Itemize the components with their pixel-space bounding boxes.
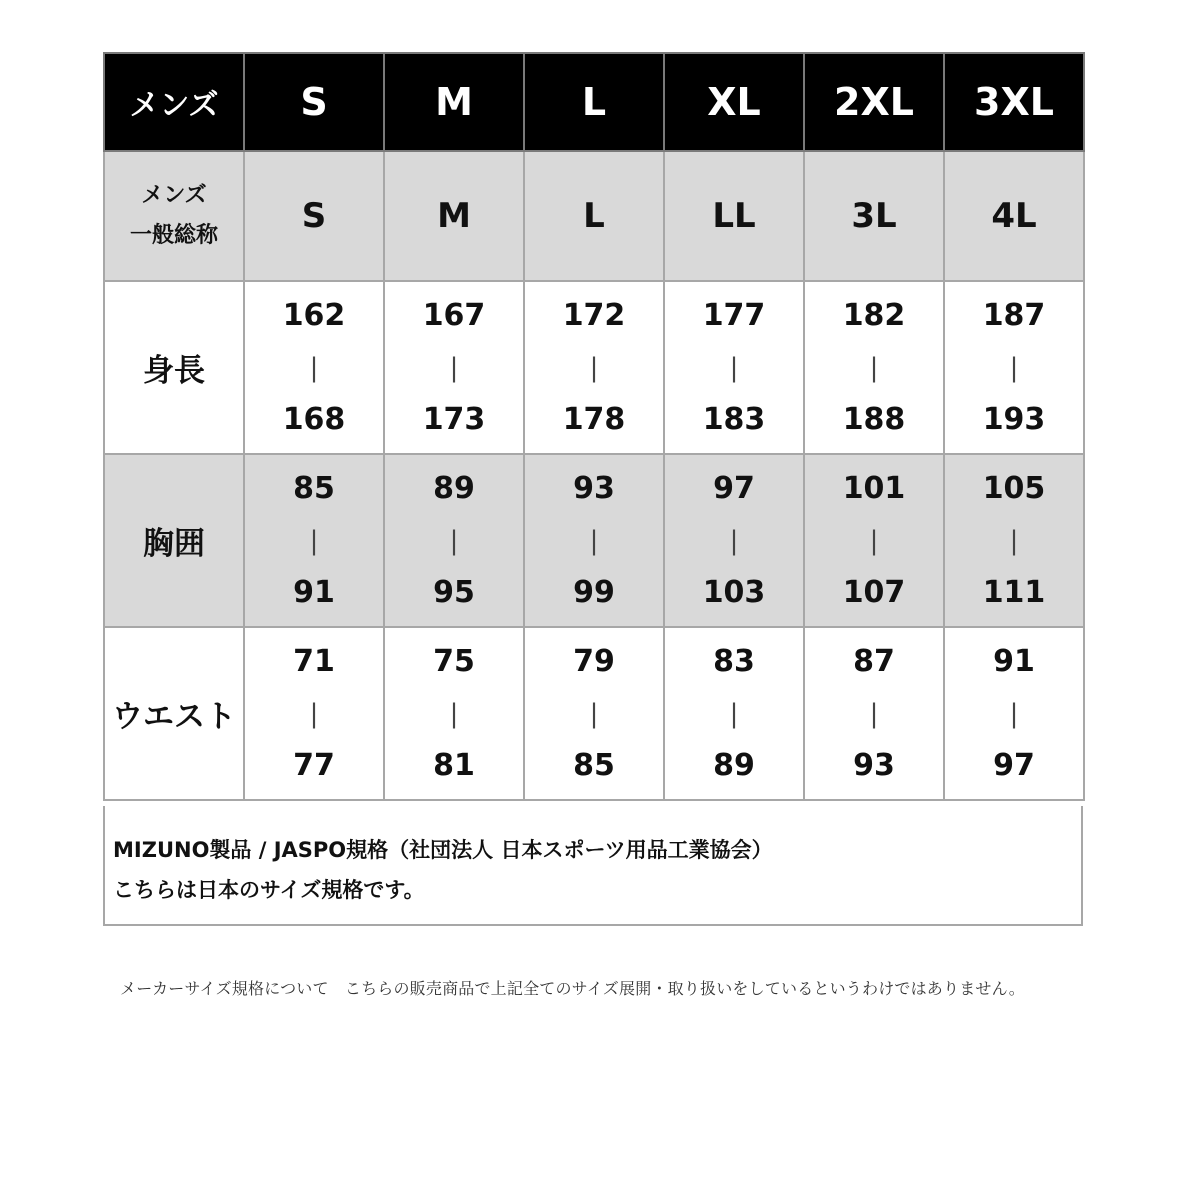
range-max: 183 <box>702 401 766 437</box>
size-header-cell: L <box>524 53 664 151</box>
range-max: 111 <box>982 574 1046 610</box>
range-max: 99 <box>573 574 615 610</box>
range-separator: | <box>589 525 599 556</box>
range-separator: | <box>589 698 599 729</box>
range-min: 177 <box>702 297 766 333</box>
range-max: 173 <box>422 401 486 437</box>
range-cell <box>244 281 384 454</box>
range-cell <box>384 454 524 627</box>
range-min: 97 <box>713 470 755 506</box>
range-separator: | <box>869 525 879 556</box>
range-min: 182 <box>842 297 906 333</box>
range-min: 79 <box>573 643 615 679</box>
size-disclaimer: メーカーサイズ規格について こちらの販売商品で上記全てのサイズ展開・取り扱いをしているというわけではありません。 <box>120 979 1025 998</box>
range-min: 105 <box>982 470 1046 506</box>
range-cell <box>804 454 944 627</box>
general-label-line1: メンズ <box>141 183 207 208</box>
range-min: 172 <box>562 297 626 333</box>
range-cell <box>524 627 664 800</box>
range-max: 188 <box>842 401 906 437</box>
range-max: 97 <box>993 747 1035 783</box>
range-separator: | <box>309 698 319 729</box>
range-max: 193 <box>982 401 1046 437</box>
range-separator: | <box>869 698 879 729</box>
range-cell <box>804 627 944 800</box>
range-max: 103 <box>702 574 766 610</box>
size-header-cell: XL <box>664 53 804 151</box>
header-label: メンズ <box>104 53 244 151</box>
range-min: 93 <box>573 470 615 506</box>
range-max: 168 <box>282 401 346 437</box>
standard-note-line1: MIZUNO製品 / JASPO規格（社団法人 日本スポーツ用品工業協会） <box>113 838 773 862</box>
size-header-row <box>104 53 1084 151</box>
height-row <box>104 281 1084 454</box>
range-max: 93 <box>853 747 895 783</box>
range-cell <box>524 281 664 454</box>
general-size-cell: LL <box>664 151 804 281</box>
range-cell <box>524 454 664 627</box>
general-size-cell: M <box>384 151 524 281</box>
general-size-cell: 3L <box>804 151 944 281</box>
size-header-cell: S <box>244 53 384 151</box>
range-cell <box>944 454 1084 627</box>
chest-row <box>104 454 1084 627</box>
size-chart-table <box>103 52 1085 801</box>
general-size-row <box>104 151 1084 281</box>
range-separator: | <box>729 698 739 729</box>
range-max: 178 <box>562 401 626 437</box>
range-min: 89 <box>433 470 475 506</box>
range-min: 75 <box>433 643 475 679</box>
range-cell <box>384 627 524 800</box>
range-separator: | <box>869 352 879 383</box>
range-separator: | <box>729 352 739 383</box>
range-max: 85 <box>573 747 615 783</box>
standard-note-box <box>103 806 1083 926</box>
range-separator: | <box>589 352 599 383</box>
size-header-cell: 2XL <box>804 53 944 151</box>
range-min: 87 <box>853 643 895 679</box>
range-cell <box>244 454 384 627</box>
range-separator: | <box>449 352 459 383</box>
general-size-cell: L <box>524 151 664 281</box>
range-cell <box>384 281 524 454</box>
range-max: 91 <box>293 574 335 610</box>
size-header-cell: M <box>384 53 524 151</box>
height-label: 身長 <box>104 281 244 454</box>
range-min: 167 <box>422 297 486 333</box>
range-cell <box>664 454 804 627</box>
general-size-cell: S <box>244 151 384 281</box>
range-separator: | <box>449 698 459 729</box>
range-min: 83 <box>713 643 755 679</box>
range-min: 101 <box>842 470 906 506</box>
waist-row <box>104 627 1084 800</box>
range-separator: | <box>729 525 739 556</box>
range-separator: | <box>1009 698 1019 729</box>
range-max: 95 <box>433 574 475 610</box>
size-header-cell: 3XL <box>944 53 1084 151</box>
range-max: 77 <box>293 747 335 783</box>
range-cell <box>664 281 804 454</box>
range-max: 89 <box>713 747 755 783</box>
range-cell <box>944 627 1084 800</box>
range-max: 81 <box>433 747 475 783</box>
range-max: 107 <box>842 574 906 610</box>
range-min: 85 <box>293 470 335 506</box>
range-separator: | <box>1009 525 1019 556</box>
range-min: 162 <box>282 297 346 333</box>
range-separator: | <box>449 525 459 556</box>
range-cell <box>804 281 944 454</box>
general-size-cell: 4L <box>944 151 1084 281</box>
range-cell <box>664 627 804 800</box>
range-min: 71 <box>293 643 335 679</box>
range-separator: | <box>1009 352 1019 383</box>
range-separator: | <box>309 352 319 383</box>
range-min: 91 <box>993 643 1035 679</box>
range-cell <box>944 281 1084 454</box>
chest-label: 胸囲 <box>104 454 244 627</box>
general-label-line2: 一般総称 <box>129 223 218 248</box>
waist-label: ウエスト <box>104 627 244 800</box>
range-cell <box>244 627 384 800</box>
standard-note-line2: こちらは日本のサイズ規格です。 <box>113 878 425 902</box>
range-separator: | <box>309 525 319 556</box>
range-min: 187 <box>982 297 1046 333</box>
general-label-cell <box>104 151 244 281</box>
